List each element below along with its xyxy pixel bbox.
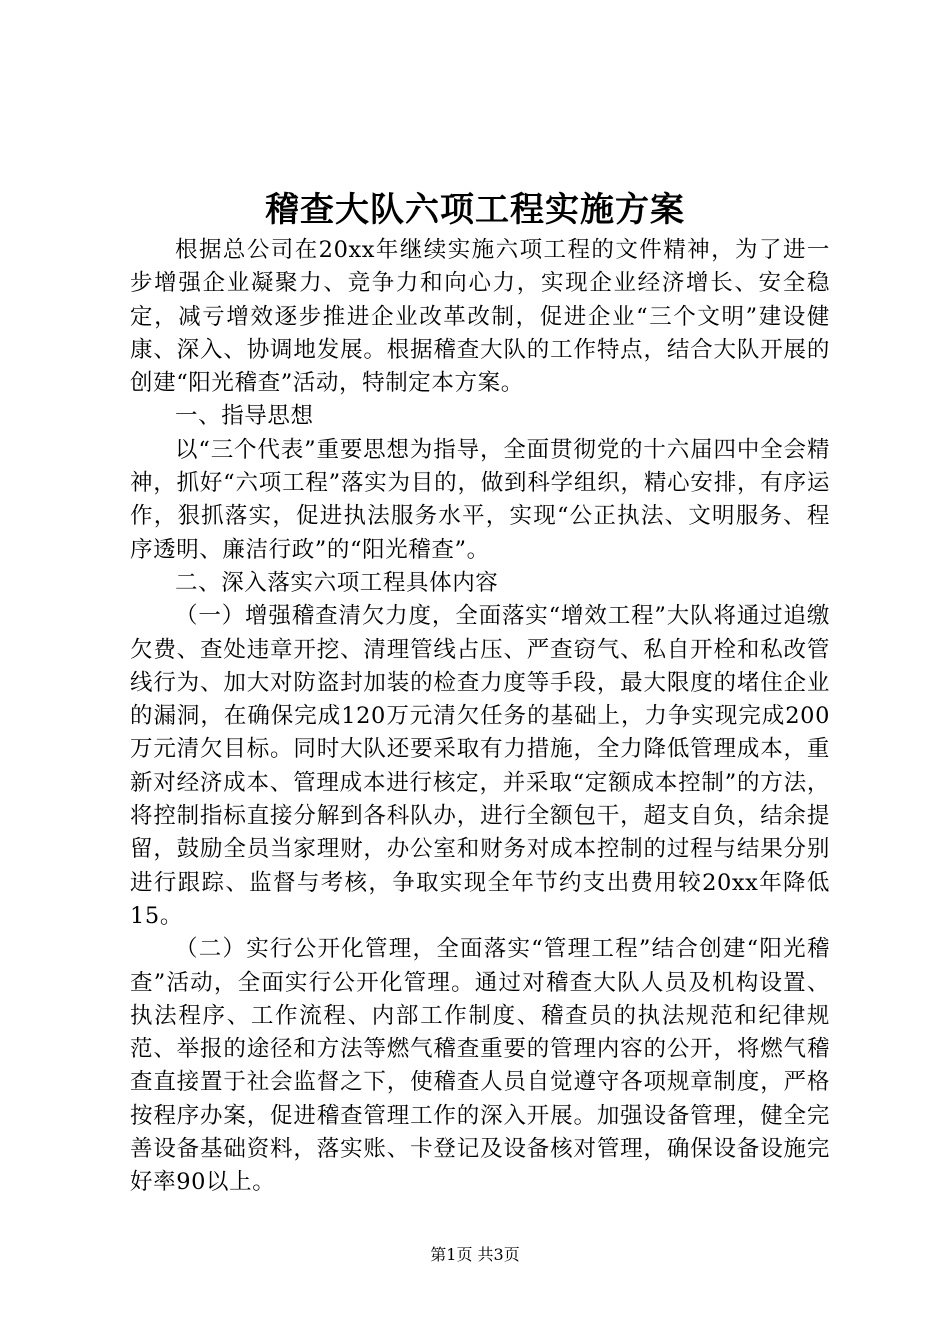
intro-paragraph: 根据总公司在20xx年继续实施六项工程的文件精神，为了进一步增强企业凝聚力、竞争力和向心力，实现企业经济增长、安全稳定，减亏增效逐步推进企业改革改制，促进企业“三个文明”建设健康、深入、协调地发展。根据稽查大队的工作特点，结合大队开展的创建“阳光稽查”活动，特制定本方案。: [130, 237, 830, 397]
guiding-thought-paragraph: 以“三个代表”重要思想为指导，全面贯彻党的十六届四中全会精神，抓好“六项工程”落实为目的，做到科学组织，精心安排，有序运作，狠抓落实，促进执法服务水平，实现“公正执法、文明服务、程序透明、廉洁行政”的“阳光稽查”。: [130, 436, 830, 563]
section-heading-content: 二、深入落实六项工程具体内容: [175, 569, 499, 596]
document-body: [130, 234, 830, 1200]
item-one-paragraph: （一）增强稽查清欠力度，全面落实“增效工程”大队将通过追缴欠费、查处违章开挖、清理管线占压、严查窃气、私自开栓和私改管线行为、加大对防盗封加装的检查力度等手段，最大限度的堵住企业的漏洞，在确保完成120万元清欠任务的基础上，力争实现完成200万元清欠目标。同时大队还要采取有力措施，全力降低管理成本，重新对经济成本、管理成本进行核定，并采取“定额成本控制”的方法，将控制指标直接分解到各科队办，进行全额包干，超支自负，结余提留，鼓励全员当家理财，办公室和财务对成本控制的过程与结果分别进行跟踪、监督与考核，争取实现全年节约支出费用较20xx年降低15。: [130, 603, 830, 929]
page-footer: 第1页 共3页: [430, 1245, 520, 1264]
section-heading-guiding-thought: 一、指导思想: [175, 403, 314, 430]
item-two-paragraph: （二）实行公开化管理，全面落实“管理工程”结合创建“阳光稽查”活动，全面实行公开化管理。通过对稽查大队人员及机构设置、执法程序、工作流程、内部工作制度、稽查员的执法规范和纪律规范、举报的途径和方法等燃气稽查重要的管理内容的公开，将燃气稽查直接置于社会监督之下，使稽查人员自觉遵守各项规章制度，严格按程序办案，促进稽查管理工作的深入开展。加强设备管理，健全完善设备基础资料，落实账、卡登记及设备核对管理，确保设备设施完好率90以上。: [130, 936, 830, 1196]
document-title: 稽查大队六项工程实施方案: [265, 190, 685, 230]
